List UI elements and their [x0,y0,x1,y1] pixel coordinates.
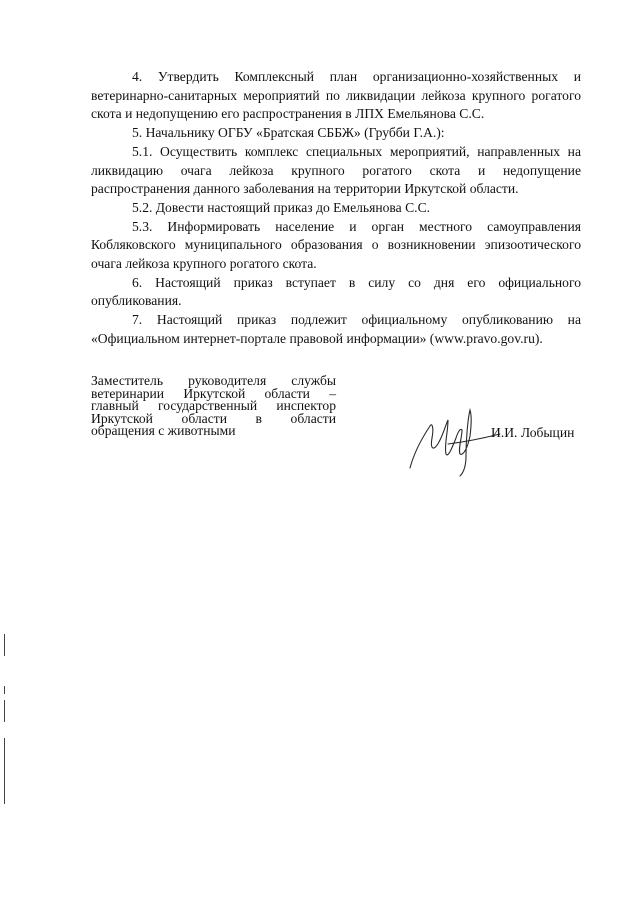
paragraph-item-5-1: 5.1. Осуществить комплекс специальных мероприятий, направленных на ликвидацию очага лейкоза крупного рогатого скота и недопущение распространения данного заболевания на территории Иркутской области. [91,143,581,197]
handwritten-signature [404,398,504,478]
paragraph-item-5: 5. Начальнику ОГБУ «Братская СББЖ» (Грубби Г.А.): [132,125,445,141]
signatory-position [91,375,336,438]
signer-name: И.И. Лобыцин [491,425,575,440]
position-line: обращения с животными [91,423,236,438]
position-line: Иркутской области в области [91,410,336,426]
position-line: главный государственный инспектор [91,398,336,413]
order-body [91,68,581,349]
scan-margin-marks [0,0,12,905]
position-line: ветеринарии Иркутской области – [91,385,336,401]
paragraph-item-6: 6. Настоящий приказ вступает в силу со дня его официального опубликования. [91,274,581,309]
paragraph-item-7: 7. Настоящий приказ подлежит официальному опубликованию на «Официальном интернет-портале правовой информации» (www.pravo.gov.ru). [91,312,581,346]
signature-block [91,375,581,475]
position-line: Заместитель руководителя службы [91,373,336,388]
paragraph-item-4: 4. Утвердить Комплексный план организационно-хозяйственных и ветеринарно-санитарных мероприятий по ликвидации лейкоза крупного рогатого скота и недопущению его распространения в ЛПХ Емельянова С.С. [91,69,581,122]
paragraph-item-5-2: 5.2. Довести настоящий приказ до Емельянова С.С. [132,199,431,215]
paragraph-item-5-3: 5.3. Информировать население и орган местного самоуправления Кобляковского муниципального образования о возникновении эпизоотического очага лейкоза крупного рогатого скота. [91,218,581,272]
